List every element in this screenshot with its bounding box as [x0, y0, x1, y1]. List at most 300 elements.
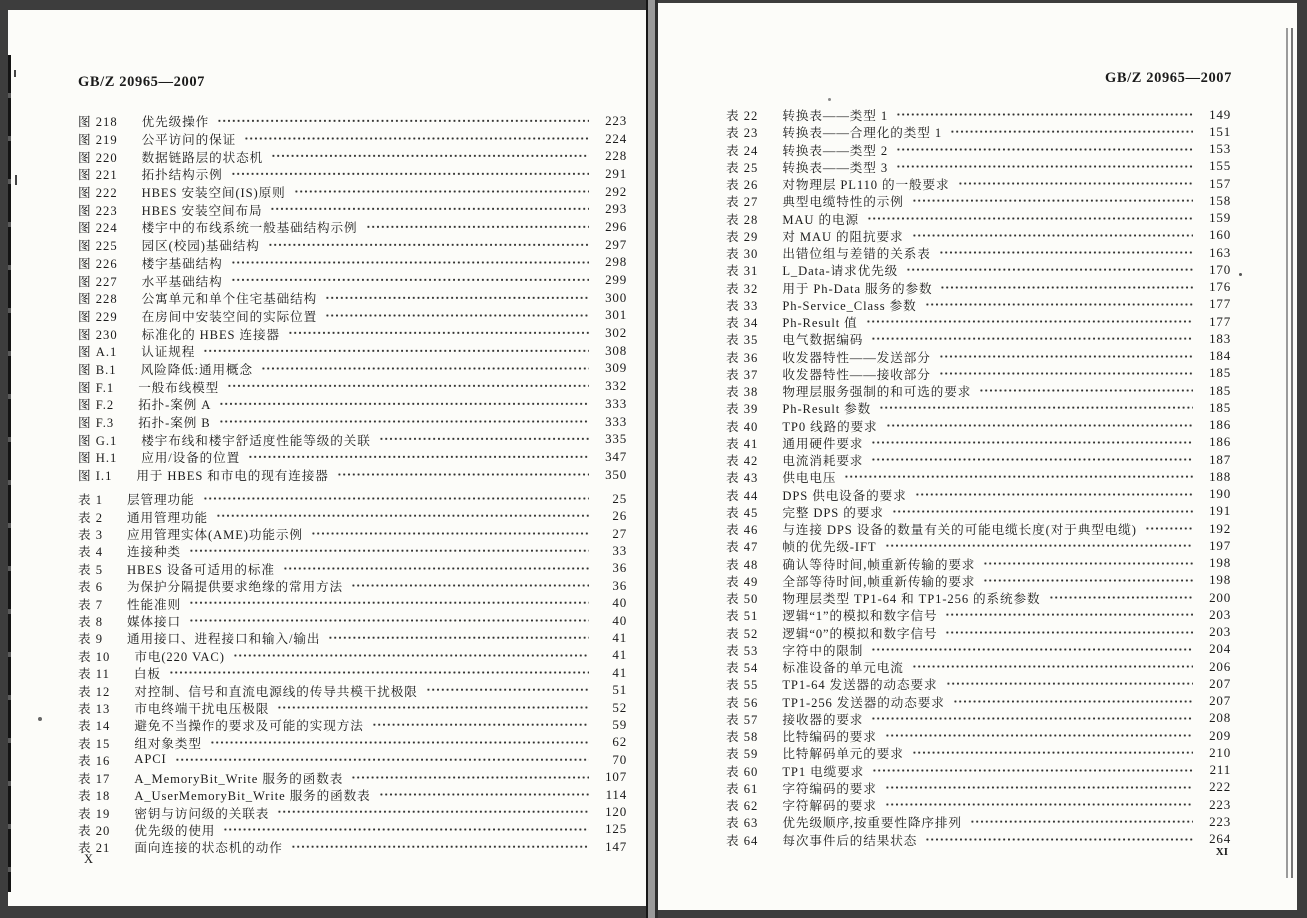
toc-page-right: [658, 3, 1297, 910]
entry-page-number: 41: [612, 629, 627, 645]
toc-entry: [78, 490, 627, 507]
toc-entry: [78, 699, 627, 716]
dotted-leader: [871, 710, 1193, 727]
dotted-leader: [216, 507, 589, 524]
entry-title: A_UserMemoryBit_Write 服务的函数表: [134, 789, 371, 804]
toc-entry: [78, 413, 627, 431]
entry-page-number: 26: [612, 508, 627, 524]
entry-title: 供电电压: [782, 471, 837, 486]
toc-entry: [78, 112, 627, 130]
tables-toc-list-right: [726, 106, 1231, 848]
entry-page-number: 223: [1209, 796, 1231, 812]
entry-title: 完整 DPS 的要求: [782, 505, 884, 520]
entry-title: 用于 HBES 和市电的现有连接器: [136, 469, 329, 484]
dotted-leader: [175, 751, 589, 768]
entry-page-number: 177: [1209, 313, 1231, 329]
entry-label: 表 34: [726, 316, 759, 331]
entry-label: 表 12: [78, 684, 111, 699]
toc-entry: [726, 641, 1231, 658]
entry-label: 表 33: [726, 298, 759, 313]
entry-label: 表 28: [726, 212, 759, 227]
toc-entry: [78, 681, 627, 698]
entry-label: 表 43: [726, 471, 759, 486]
toc-entry: [726, 141, 1231, 158]
entry-label: 图 A.1: [78, 345, 118, 360]
toc-entry: [726, 417, 1231, 434]
entry-page-number: 210: [1209, 744, 1231, 760]
dotted-leader: [983, 555, 1193, 572]
entry-page-number: 158: [1209, 192, 1231, 208]
entry-label: 表 5: [78, 562, 104, 577]
entry-page-number: 187: [1209, 451, 1231, 467]
entry-page-number: 36: [612, 560, 627, 576]
toc-entry: [78, 236, 627, 254]
dotted-leader: [366, 218, 589, 236]
dotted-leader: [885, 727, 1193, 744]
entry-page-number: 41: [612, 664, 627, 680]
entry-title: 为保护分隔提供要求绝缘的常用方法: [127, 580, 343, 595]
toc-entry: [78, 594, 627, 611]
toc-entry: [78, 612, 627, 629]
entry-title: 转换表——类型 2: [782, 143, 889, 158]
dotted-leader: [950, 123, 1193, 140]
entry-title: 面向连接的状态机的动作: [134, 841, 283, 856]
entry-page-number: 27: [612, 525, 627, 541]
entry-title: 物理层服务强制的和可选的要求: [782, 385, 972, 400]
dotted-leader: [979, 382, 1193, 399]
dotted-leader: [866, 313, 1193, 330]
toc-entry: [78, 821, 627, 838]
dotted-leader: [871, 330, 1193, 347]
toc-entry: [726, 468, 1231, 485]
entry-label: 表 51: [726, 609, 759, 624]
entry-title: 认证规程: [141, 345, 196, 360]
entry-title: 物理层类型 TP1-64 和 TP1-256 的系统参数: [782, 592, 1041, 607]
entry-page-number: 157: [1209, 175, 1231, 191]
entry-label: 表 46: [726, 523, 759, 538]
entry-title: APCI: [134, 752, 167, 767]
scan-speck: [15, 175, 17, 185]
scan-line-artifact: [1286, 28, 1288, 878]
entry-title: 媒体接口: [127, 615, 182, 630]
toc-entry: [726, 520, 1231, 537]
entry-label: 表 29: [726, 229, 759, 244]
entry-title: L_Data-请求优先级: [782, 264, 899, 279]
dotted-leader: [233, 647, 589, 664]
dotted-leader: [946, 675, 1193, 692]
toc-entry: [78, 448, 627, 466]
entry-label: 表 30: [726, 247, 759, 262]
entry-page-number: 211: [1209, 762, 1231, 778]
entry-title: 楼宇中的布线系统一般基础结构示例: [141, 221, 358, 236]
entry-title: 接收器的要求: [782, 712, 864, 727]
entry-page-number: 300: [605, 289, 627, 305]
toc-entry: [78, 324, 627, 342]
toc-entry: [726, 796, 1231, 813]
entry-page-number: 207: [1209, 693, 1231, 709]
dotted-leader: [372, 716, 589, 733]
toc-entry: [78, 342, 627, 360]
page-folio-right: XI: [1215, 846, 1228, 858]
dotted-leader: [945, 624, 1193, 641]
entry-label: 表 7: [78, 597, 104, 612]
entry-page-number: 41: [612, 647, 627, 663]
entry-title: 逻辑“1”的模拟和数字信号: [782, 609, 938, 624]
dotted-leader: [291, 838, 589, 855]
entry-label: 表 20: [78, 823, 111, 838]
entry-label: 表 17: [78, 771, 111, 786]
dotted-leader: [896, 106, 1193, 123]
entry-label: 图 G.1: [78, 433, 118, 448]
entry-page-number: 333: [605, 413, 627, 429]
entry-label: 图 224: [78, 221, 118, 236]
toc-entry: [78, 786, 627, 803]
entry-title: 层管理功能: [127, 493, 195, 508]
scan-line-artifact: [1291, 28, 1293, 878]
entry-page-number: 192: [1209, 520, 1231, 536]
entry-label: 表 6: [78, 580, 104, 595]
dotted-leader: [844, 468, 1193, 485]
entry-label: 表 1: [78, 493, 104, 508]
entry-label: 表 40: [726, 419, 759, 434]
entry-page-number: 223: [1209, 813, 1231, 829]
dotted-leader: [379, 786, 589, 803]
dotted-leader: [896, 141, 1193, 158]
toc-entry: [726, 227, 1231, 244]
toc-entry: [78, 751, 627, 768]
entry-page-number: 208: [1209, 710, 1231, 726]
entry-page-number: 191: [1209, 503, 1231, 519]
entry-title: 比特解码单元的要求: [782, 747, 904, 762]
entry-page-number: 186: [1209, 417, 1231, 433]
toc-entry: [726, 779, 1231, 796]
entry-page-number: 190: [1209, 486, 1231, 502]
entry-label: 图 I.1: [78, 469, 113, 484]
entry-label: 图 225: [78, 239, 118, 254]
toc-entry: [726, 606, 1231, 623]
dotted-leader: [912, 227, 1194, 244]
dotted-leader: [879, 399, 1193, 416]
entry-label: 表 53: [726, 643, 759, 658]
dotted-leader: [872, 762, 1193, 779]
entry-page-number: 185: [1209, 399, 1231, 415]
dotted-leader: [231, 254, 589, 272]
entry-title: 避免不当操作的要求及可能的实现方法: [134, 719, 364, 734]
entry-title: 与连接 DPS 设备的数量有关的可能电缆长度(对于典型电缆): [782, 523, 1137, 538]
toc-entry: [78, 542, 627, 559]
entry-label: 表 62: [726, 799, 759, 814]
entry-label: 表 54: [726, 661, 759, 676]
dotted-leader: [925, 296, 1193, 313]
entry-title: HBES 安装空间布局: [141, 203, 263, 218]
entry-page-number: 203: [1209, 606, 1231, 622]
dotted-leader: [940, 279, 1193, 296]
dotted-leader: [288, 324, 589, 342]
dotted-leader: [325, 307, 589, 325]
toc-entry: [726, 555, 1231, 572]
dotted-leader: [958, 175, 1193, 192]
scan-binding-edge: [8, 55, 11, 892]
toc-entry: [726, 572, 1231, 589]
entry-title: 在房间中安装空间的实际位置: [141, 309, 318, 324]
dotted-leader: [189, 594, 589, 611]
entry-label: 图 220: [78, 150, 118, 165]
dotted-leader: [231, 165, 589, 183]
entry-label: 表 55: [726, 678, 759, 693]
entry-title: TP1-256 发送器的动态要求: [782, 695, 945, 710]
entry-page-number: 298: [605, 254, 627, 270]
entry-page-number: 197: [1209, 537, 1231, 553]
dotted-leader: [953, 693, 1193, 710]
toc-entry: [78, 560, 627, 577]
dotted-leader: [227, 377, 589, 395]
toc-entry: [78, 165, 627, 183]
entry-title: 通用硬件要求: [782, 436, 864, 451]
toc-entry: [726, 693, 1231, 710]
entry-label: 表 49: [726, 574, 759, 589]
entry-page-number: 222: [1209, 779, 1231, 795]
entry-label: 表 26: [726, 178, 759, 193]
entry-title: 帧的优先级-IFT: [782, 540, 877, 555]
entry-page-number: 291: [605, 165, 627, 181]
toc-entry: [78, 377, 627, 395]
toc-entry: [726, 503, 1231, 520]
entry-page-number: 296: [605, 218, 627, 234]
entry-title: 全部等待时间,帧重新传输的要求: [782, 574, 976, 589]
entry-page-number: 347: [605, 448, 627, 464]
entry-page-number: 107: [605, 769, 627, 785]
dotted-leader: [1145, 520, 1193, 537]
entry-title: 公平访问的保证: [141, 133, 237, 148]
entry-page-number: 151: [1209, 123, 1231, 139]
entry-title: TP0 线路的要求: [782, 419, 878, 434]
entry-label: 表 14: [78, 719, 111, 734]
entry-label: 表 19: [78, 806, 111, 821]
entry-page-number: 51: [612, 682, 627, 698]
entry-title: 园区(校园)基础结构: [141, 239, 260, 254]
dotted-leader: [189, 542, 589, 559]
toc-entry: [726, 244, 1231, 261]
entry-title: 密钥与访问级的关联表: [134, 806, 270, 821]
entry-page-number: 62: [612, 734, 627, 750]
toc-entry: [78, 525, 627, 542]
dotted-leader: [203, 490, 589, 507]
dotted-leader: [203, 342, 589, 360]
dotted-leader: [925, 831, 1193, 848]
entry-page-number: 40: [612, 595, 627, 611]
entry-label: 表 61: [726, 781, 759, 796]
dotted-leader: [270, 200, 589, 218]
document-code-header: GB/Z 20965—2007: [78, 74, 206, 90]
dotted-leader: [1049, 589, 1193, 606]
entry-page-number: 114: [605, 786, 627, 802]
entry-title: 优先级顺序,按重要性降序排列: [782, 816, 962, 831]
entry-label: 表 3: [78, 528, 104, 543]
entry-page-number: 177: [1209, 296, 1231, 312]
dotted-leader: [231, 271, 589, 289]
entry-label: 表 56: [726, 695, 759, 710]
entry-label: 图 F.3: [78, 416, 115, 431]
entry-label: 表 11: [78, 667, 110, 682]
entry-page-number: 223: [605, 112, 627, 128]
entry-title: 楼宇布线和楼宇舒适度性能等级的关联: [141, 433, 371, 448]
entry-label: 图 221: [78, 168, 118, 183]
toc-entry: [78, 430, 627, 448]
entry-page-number: 163: [1209, 244, 1231, 260]
entry-title: 转换表——类型 3: [782, 160, 889, 175]
toc-entry: [726, 831, 1231, 848]
entry-title: 收发器特性——接收部分: [782, 367, 931, 382]
entry-label: 表 24: [726, 143, 759, 158]
toc-entry: [726, 175, 1231, 192]
entry-label: 表 22: [726, 109, 759, 124]
dotted-leader: [189, 612, 589, 629]
toc-entry: [726, 624, 1231, 641]
entry-page-number: 228: [605, 148, 627, 164]
dotted-leader: [351, 769, 589, 786]
entry-title: 白板: [133, 667, 161, 682]
toc-entry: [78, 271, 627, 289]
entry-label: 图 226: [78, 256, 118, 271]
entry-label: 表 57: [726, 712, 759, 727]
toc-entry: [78, 466, 627, 484]
toc-entry: [78, 629, 627, 646]
toc-entry: [726, 106, 1231, 123]
entry-page-number: 185: [1209, 382, 1231, 398]
entry-page-number: 224: [605, 130, 627, 146]
entry-label: 表 35: [726, 333, 759, 348]
entry-page-number: 332: [605, 378, 627, 394]
entry-label: 表 50: [726, 592, 759, 607]
dotted-leader: [939, 365, 1193, 382]
entry-title: 拓扑结构示例: [141, 168, 223, 183]
entry-label: 图 228: [78, 292, 118, 307]
entry-page-number: 183: [1209, 330, 1231, 346]
entry-title: 转换表——类型 1: [782, 109, 889, 124]
entry-title: A_MemoryBit_Write 服务的函数表: [134, 771, 344, 786]
entry-page-number: 308: [605, 342, 627, 358]
entry-label: 表 18: [78, 789, 111, 804]
entry-title: 性能准则: [127, 597, 182, 612]
dotted-leader: [892, 503, 1193, 520]
dotted-leader: [945, 606, 1193, 623]
entry-page-number: 36: [612, 577, 627, 593]
entry-label: 表 21: [78, 841, 111, 856]
entry-title: 用于 Ph-Data 服务的参数: [782, 281, 933, 296]
entry-title: 公寓单元和单个住宅基础结构: [141, 292, 318, 307]
toc-entry: [78, 395, 627, 413]
entry-title: 字符解码的要求: [782, 799, 877, 814]
entry-page-number: 153: [1209, 141, 1231, 157]
toc-entry: [78, 507, 627, 524]
entry-page-number: 52: [612, 699, 627, 715]
toc-entry: [726, 486, 1231, 503]
entry-title: 拓扑-案例 B: [138, 416, 211, 431]
dotted-leader: [885, 779, 1193, 796]
dotted-leader: [871, 434, 1193, 451]
toc-entry: [78, 647, 627, 664]
dotted-leader: [912, 658, 1193, 675]
tables-toc-list-left: [78, 490, 627, 856]
entry-page-number: 59: [612, 716, 627, 732]
entry-label: 表 37: [726, 367, 759, 382]
entry-page-number: 147: [605, 838, 627, 854]
entry-page-number: 125: [605, 821, 627, 837]
toc-entry: [726, 813, 1231, 830]
dotted-leader: [906, 261, 1193, 278]
toc-entry: [726, 658, 1231, 675]
entry-page-number: 159: [1209, 210, 1231, 226]
dotted-leader: [248, 448, 589, 466]
dotted-leader: [426, 681, 589, 698]
entry-label: 图 230: [78, 327, 118, 342]
dotted-leader: [939, 244, 1193, 261]
entry-title: 拓扑-案例 A: [138, 398, 212, 413]
toc-entry: [78, 769, 627, 786]
dotted-leader: [283, 560, 589, 577]
entry-title: 典型电缆特性的示例: [782, 195, 904, 210]
entry-page-number: 350: [605, 466, 627, 482]
entry-page-number: 292: [605, 183, 627, 199]
dotted-leader: [311, 525, 589, 542]
entry-page-number: 264: [1209, 831, 1231, 847]
dotted-leader: [261, 360, 589, 378]
figures-toc-list: [78, 112, 627, 483]
toc-entry: [78, 200, 627, 218]
dotted-leader: [268, 236, 589, 254]
entry-title: 标准设备的单元电流: [782, 661, 904, 676]
toc-entry: [726, 589, 1231, 606]
entry-page-number: 185: [1209, 365, 1231, 381]
entry-label: 表 60: [726, 764, 759, 779]
entry-title: 对物理层 PL110 的一般要求: [782, 178, 950, 193]
entry-title: 应用管理实体(AME)功能示例: [127, 528, 303, 543]
toc-entry: [726, 158, 1231, 175]
toc-entry: [78, 360, 627, 378]
entry-page-number: 25: [612, 490, 627, 506]
entry-page-number: 203: [1209, 624, 1231, 640]
dotted-leader: [169, 664, 589, 681]
dotted-leader: [915, 486, 1193, 503]
entry-label: 表 25: [726, 160, 759, 175]
toc-entry: [78, 130, 627, 148]
entry-label: 表 52: [726, 626, 759, 641]
entry-page-number: 186: [1209, 434, 1231, 450]
entry-page-number: 333: [605, 395, 627, 411]
entry-label: 表 59: [726, 747, 759, 762]
dotted-leader: [337, 466, 589, 484]
document-code-header: GB/Z 20965—2007: [1104, 70, 1232, 86]
entry-page-number: 149: [1209, 106, 1231, 122]
dotted-leader: [217, 112, 589, 130]
entry-title: 字符中的限制: [782, 643, 864, 658]
dotted-leader: [294, 183, 589, 201]
entry-label: 表 58: [726, 730, 759, 745]
entry-title: TP1-64 发送器的动态要求: [782, 678, 938, 693]
toc-entry: [78, 254, 627, 272]
entry-label: 图 222: [78, 186, 118, 201]
entry-page-number: 335: [605, 431, 627, 447]
dotted-leader: [271, 147, 589, 165]
dotted-leader: [871, 641, 1193, 658]
entry-label: 表 27: [726, 195, 759, 210]
entry-page-number: 301: [605, 307, 627, 323]
toc-entry: [78, 838, 627, 855]
dotted-leader: [277, 803, 589, 820]
toc-entry: [726, 210, 1231, 227]
entry-page-number: 207: [1209, 675, 1231, 691]
dotted-leader: [328, 629, 589, 646]
